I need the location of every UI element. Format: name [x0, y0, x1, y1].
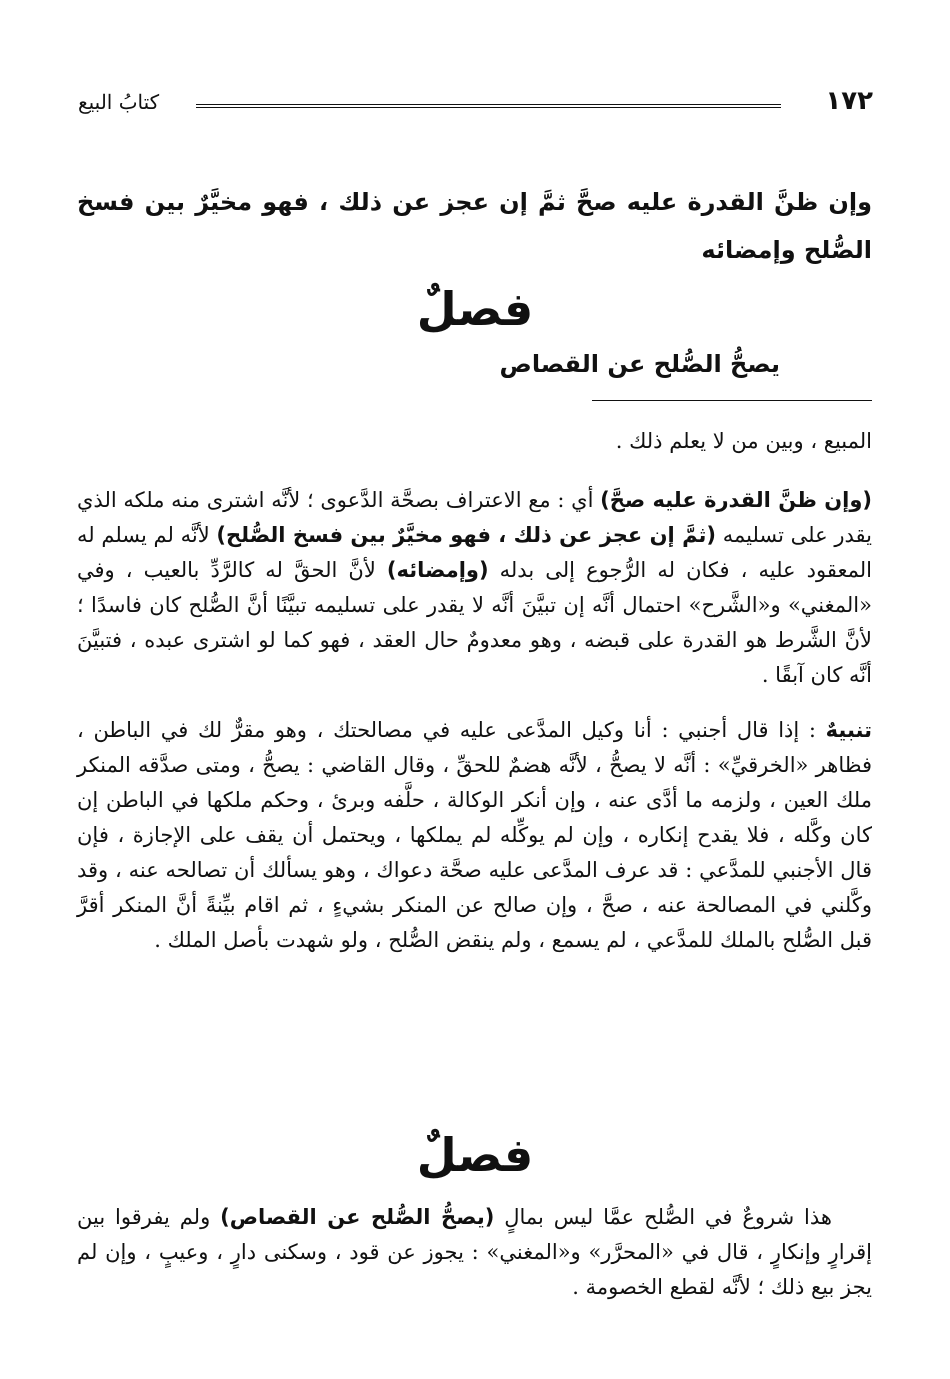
- matn-commentary-separator: [592, 400, 872, 401]
- quoted-matn: (ثمَّ إن عجز عن ذلك ، فهو مخيَّرٌ بين فسخ الصُّلح): [216, 523, 717, 547]
- matn-text: وإن ظنَّ القدرة عليه صحَّ ثمَّ إن عجز عن ذلك ، فهو مخيَّرٌ بين فسخ الصُّلح وإمضائه: [77, 188, 872, 264]
- commentary-paragraph: [77, 1200, 872, 1305]
- commentary-paragraph: [77, 483, 872, 693]
- commentary-text: أي : مع الاعتراف بصحَّة الدَّعوى ؛ لأنَّه اشترى منه ملكه الذي يقدر على تسليمه: [77, 488, 872, 547]
- commentary-text: هذا شروعٌ في الصُّلح عمَّا ليس بمالٍ: [494, 1205, 832, 1229]
- section-title-fasl: فصلٌ: [416, 1128, 534, 1182]
- book-title: كتابُ البيع: [78, 90, 160, 114]
- commentary-text: : إذا قال أجنبي : أنا وكيل المدَّعى عليه في مصالحتك ، وهو مقرٌّ لك في الباطن ، فظاهر «الخرقيِّ» : أنَّه لا يصحُّ ، لأنَّه هضمٌ للحقِّ ، وقال القاضي : يصحُّ ، ومتى صدَّقه المنكر ملك العين ، ولزمه ما أدَّى عنه ، وإن أنكر الوكالة ، حلَّفه وبرئ ، وحكم ملكها في الباطن إن كان وكَّله ، فلا يقدح إنكاره ، وإن لم يوكِّله لم يملكها ، ويحتمل أن يقف على الإجازة ، فإن قال الأجنبي للمدَّعي : قد عرف المدَّعى عليه صحَّة دعواك ، وهو يسألك أن تصالحه عنه ، وقد وكَّلني في المصالحة عنه ، صحَّ ، وإن صالح عن المنكر بشيءٍ ، ثم اقام بيِّنةً أنَّ المنكر أقرَّ قبل الصُّلح بالملك للمدَّعي ، لم يسمع ، ولم ينقض الصُّلح ، ولو شهدت بأصل الملك .: [77, 718, 872, 952]
- matn-subheading: يصحُّ الصُّلح عن القصاص: [499, 350, 780, 378]
- commentary-text: ولم يفرقوا بين إقرارٍ وإنكارٍ ، قال في «المحرَّر» و«المغني» : يجوز عن قود ، وسكنى دارٍ ، وعيبٍ ، وإن لم يجز بيع ذلك ؛ لأنَّه لقطع الخصومة .: [77, 1205, 872, 1299]
- quoted-matn: (وإمضائه): [386, 558, 489, 582]
- page-header: [78, 84, 873, 124]
- page-number: ١٧٢: [825, 86, 873, 116]
- commentary-note: [77, 713, 872, 958]
- quoted-matn: (يصحُّ الصُّلح عن القصاص): [220, 1205, 495, 1229]
- note-label: تنبيهٌ: [825, 718, 872, 742]
- commentary-paragraph: المبيع ، وبين من لا يعلم ذلك .: [615, 429, 872, 453]
- section-title-fasl: فصلٌ: [416, 282, 534, 336]
- commentary-text: لأنَّه لم يسلم له المعقود عليه ، فكان له الرُّجوع إلى بدله: [77, 523, 873, 582]
- commentary-text: لأنَّ الحقَّ له كالرَّدِّ بالعيب ، وفي «المغني» و«الشَّرح» احتمال أنَّه إن تبيَّنَ أنَّه لا يقدر على تسليمه تبيَّنًا أنَّ الصُّلح كان فاسدًا ؛ لأنَّ الشَّرط هو القدرة على قبضه ، وهو معدومٌ حال العقد ، فهو كما لو اشترى عبده ، فتبيَّنَ أنَّه كان آبقًا .: [77, 558, 872, 687]
- quoted-matn: (وإن ظنَّ القدرة عليه صحَّ): [600, 488, 873, 512]
- header-rule: [196, 104, 781, 108]
